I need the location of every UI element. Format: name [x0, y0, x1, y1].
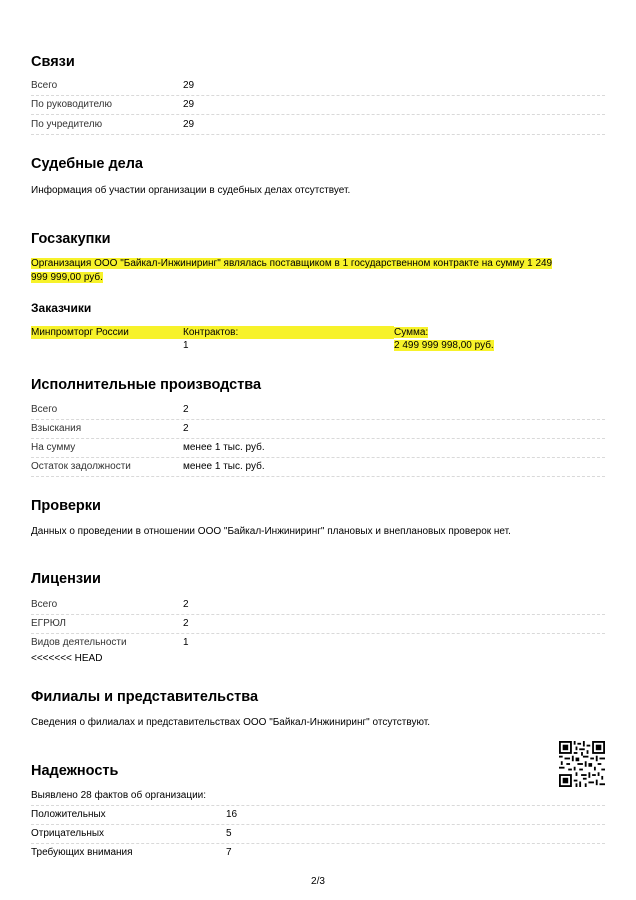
section-title-proverki: Проверки: [31, 498, 101, 514]
section-title-sud: Судебные дела: [31, 156, 143, 172]
row-label: Всего: [31, 599, 58, 610]
table-row: [31, 400, 605, 420]
row-label: Видов деятельности: [31, 637, 127, 648]
row-label: На сумму: [31, 442, 76, 453]
contracts-label-text: Контрактов:: [183, 326, 394, 339]
row-label: Отрицательных: [31, 828, 105, 839]
section-title-licenzii: Лицензии: [31, 571, 101, 587]
table-row: [31, 457, 605, 477]
row-value: 7: [226, 847, 232, 858]
table-row: [31, 824, 605, 844]
page-number: 2/3: [311, 876, 325, 887]
row-value: менее 1 тыс. руб.: [183, 442, 265, 453]
row-label: По руководителю: [31, 99, 113, 110]
row-value: 2: [183, 404, 189, 415]
row-label: Взыскания: [31, 423, 82, 434]
filialy-text: Сведения о филиалах и представительствах ООО "Байкал-Инжиниринг" отсутствуют.: [31, 717, 430, 728]
section-title-filialy: Филиалы и представительства: [31, 689, 259, 705]
table-row: [31, 614, 605, 634]
table-row: [31, 843, 605, 862]
table-row: [31, 76, 605, 96]
row-label: Всего: [31, 80, 58, 91]
intro-row: [31, 786, 605, 806]
goszakupki-text-line1: Организация ООО "Байкал-Инжиниринг" являлась поставщиком в 1 государственном контракте на сумму 1 249: [31, 258, 553, 269]
row-value: 29: [183, 119, 195, 130]
contracts-label: [183, 326, 394, 339]
table-row: [31, 805, 605, 825]
row-value: 2: [183, 618, 189, 629]
customers-title: Заказчики: [31, 301, 92, 315]
row-label: ЕГРЮЛ: [31, 618, 66, 629]
row-value: 29: [183, 80, 195, 91]
table-row: [31, 633, 605, 652]
row-value: 16: [226, 809, 238, 820]
table-row: [31, 95, 605, 115]
table-row: [31, 595, 605, 615]
row-value: 2: [183, 423, 189, 434]
goszakupki-text: [31, 257, 605, 285]
sum-label-text: Сумма:: [394, 327, 429, 338]
row-value: 1: [183, 637, 189, 648]
stray-merge-marker: <<<<<<< HEAD: [31, 653, 103, 664]
section-title-svyazi: Связи: [31, 54, 75, 70]
proverki-text: Данных о проведении в отношении ООО "Байкал-Инжиниринг" плановых и внеплановых проверок нет.: [31, 526, 511, 537]
row-label: Всего: [31, 404, 58, 415]
row-label: Положительных: [31, 809, 106, 820]
section-title-isp: Исполнительные производства: [31, 377, 262, 393]
sum-label: [394, 326, 428, 339]
intro-text: Выявлено 28 фактов об организации:: [31, 790, 207, 801]
qr-code: [559, 741, 605, 787]
section-title-goszakupki: Госзакупки: [31, 231, 111, 247]
contracts-value: 1: [183, 340, 189, 351]
sum-value-text: 2 499 999 998,00 руб.: [394, 340, 494, 351]
row-label: Требующих внимания: [31, 847, 133, 858]
sud-text: Информация об участии организации в судебных делах отсутствует.: [31, 185, 351, 196]
customer-name: [31, 326, 183, 339]
table-row: [31, 115, 605, 135]
row-value: 2: [183, 599, 189, 610]
row-value: 5: [226, 828, 232, 839]
table-row: [31, 438, 605, 458]
table-row: [31, 419, 605, 439]
row-label: Остаток задолжности: [31, 461, 131, 472]
goszakupki-text-line2: 999 999,00 руб.: [31, 272, 103, 283]
sum-value: [394, 339, 494, 352]
customer-name-text: Минпромторг России: [31, 326, 183, 339]
row-label: По учредителю: [31, 119, 103, 130]
row-value: 29: [183, 99, 195, 110]
row-value: менее 1 тыс. руб.: [183, 461, 265, 472]
section-title-nadezhnost: Надежность: [31, 763, 119, 779]
